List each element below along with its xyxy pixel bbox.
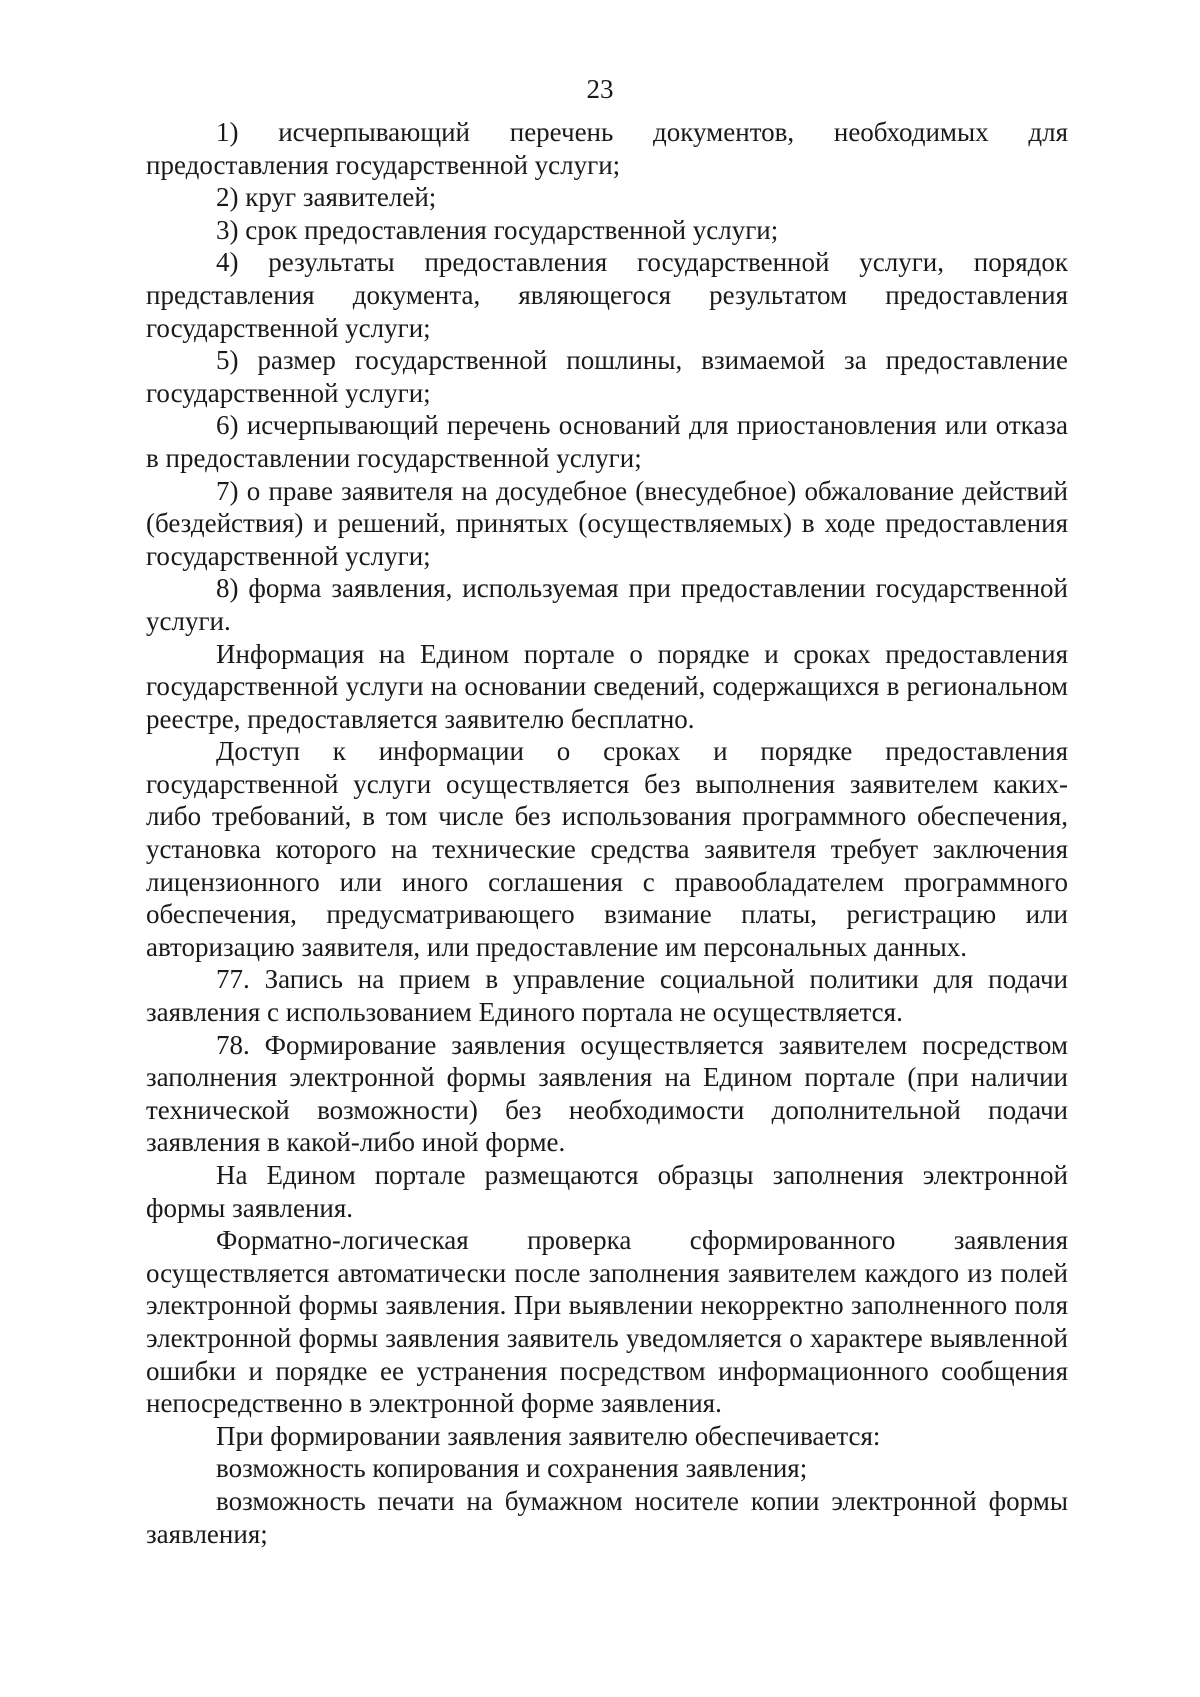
page-number: 23: [586, 74, 614, 104]
list-item-applicants: 2) круг заявителей;: [216, 182, 437, 213]
paragraph-form-provisions-intro: При формировании заявления заявителю обеспечивается:: [216, 1420, 881, 1451]
paragraph-information-access: Доступ к информации о сроках и порядке предоставления государственной услуги осуществляется без выполнения заявителем каких-либо требований, в том числе без использования программного обеспечения, установка которого на технические средства заявителя требует заключения лицензионного или иного соглашения с правообладателем программного обеспечения, предусматривающего взимание платы, регистрацию или авторизацию заявителя, или предоставление им персональных данных.: [146, 736, 1068, 962]
document-body: [146, 116, 1068, 1550]
list-item-refusal-grounds: 6) исчерпывающий перечень оснований для приостановления или отказа в предоставлении государственной услуги;: [146, 410, 1068, 473]
paragraph-portal-information: Информация на Едином портале о порядке и сроках предоставления государственной услуги на основании сведений, содержащихся в региональном реестре, предоставляется заявителю бесплатно.: [146, 638, 1068, 734]
list-item-required-documents: 1) исчерпывающий перечень документов, необходимых для предоставления государственной услуги;: [146, 117, 1068, 180]
clause-77: 77. Запись на прием в управление социальной политики для подачи заявления с использованием Единого портала не осуществляется.: [146, 964, 1068, 1028]
list-item-service-term: 3) срок предоставления государственной услуги;: [216, 214, 779, 245]
list-item-state-fee: 5) размер государственной пошлины, взимаемой за предоставление государственной услуги;: [146, 345, 1068, 408]
paragraph-format-check: Форматно-логическая проверка сформированного заявления осуществляется автоматически после заполнения заявителем каждого из полей электронной формы заявления. При выявлении некорректно заполненного поля электронной формы заявления заявитель уведомляется о характере выявленной ошибки и порядке ее устранения посредством информационного сообщения непосредственно в электронной форме заявления.: [146, 1225, 1068, 1419]
paragraph-copy-save: возможность копирования и сохранения заявления;: [216, 1453, 808, 1484]
clause-78: 78. Формирование заявления осуществляется заявителем посредством заполнения электронной формы заявления на Едином портале (при наличии технической возможности) без необходимости дополнительной подачи заявления в какой-либо иной форме.: [146, 1029, 1068, 1158]
paragraph-print-copy: возможность печати на бумажном носителе копии электронной формы заявления;: [146, 1485, 1068, 1549]
list-item-service-results: 4) результаты предоставления государственной услуги, порядок представления документа, являющегося результатом предоставления государственной услуги;: [146, 247, 1068, 343]
list-item-application-form: 8) форма заявления, используемая при предоставлении государственной услуги.: [146, 573, 1068, 636]
list-item-appeal-right: 7) о праве заявителя на досудебное (внесудебное) обжалование действий (бездействия) и решений, принятых (осуществляемых) в ходе предоставления государственной услуги;: [146, 475, 1068, 571]
paragraph-form-samples: На Едином портале размещаются образцы заполнения электронной формы заявления.: [146, 1160, 1068, 1223]
